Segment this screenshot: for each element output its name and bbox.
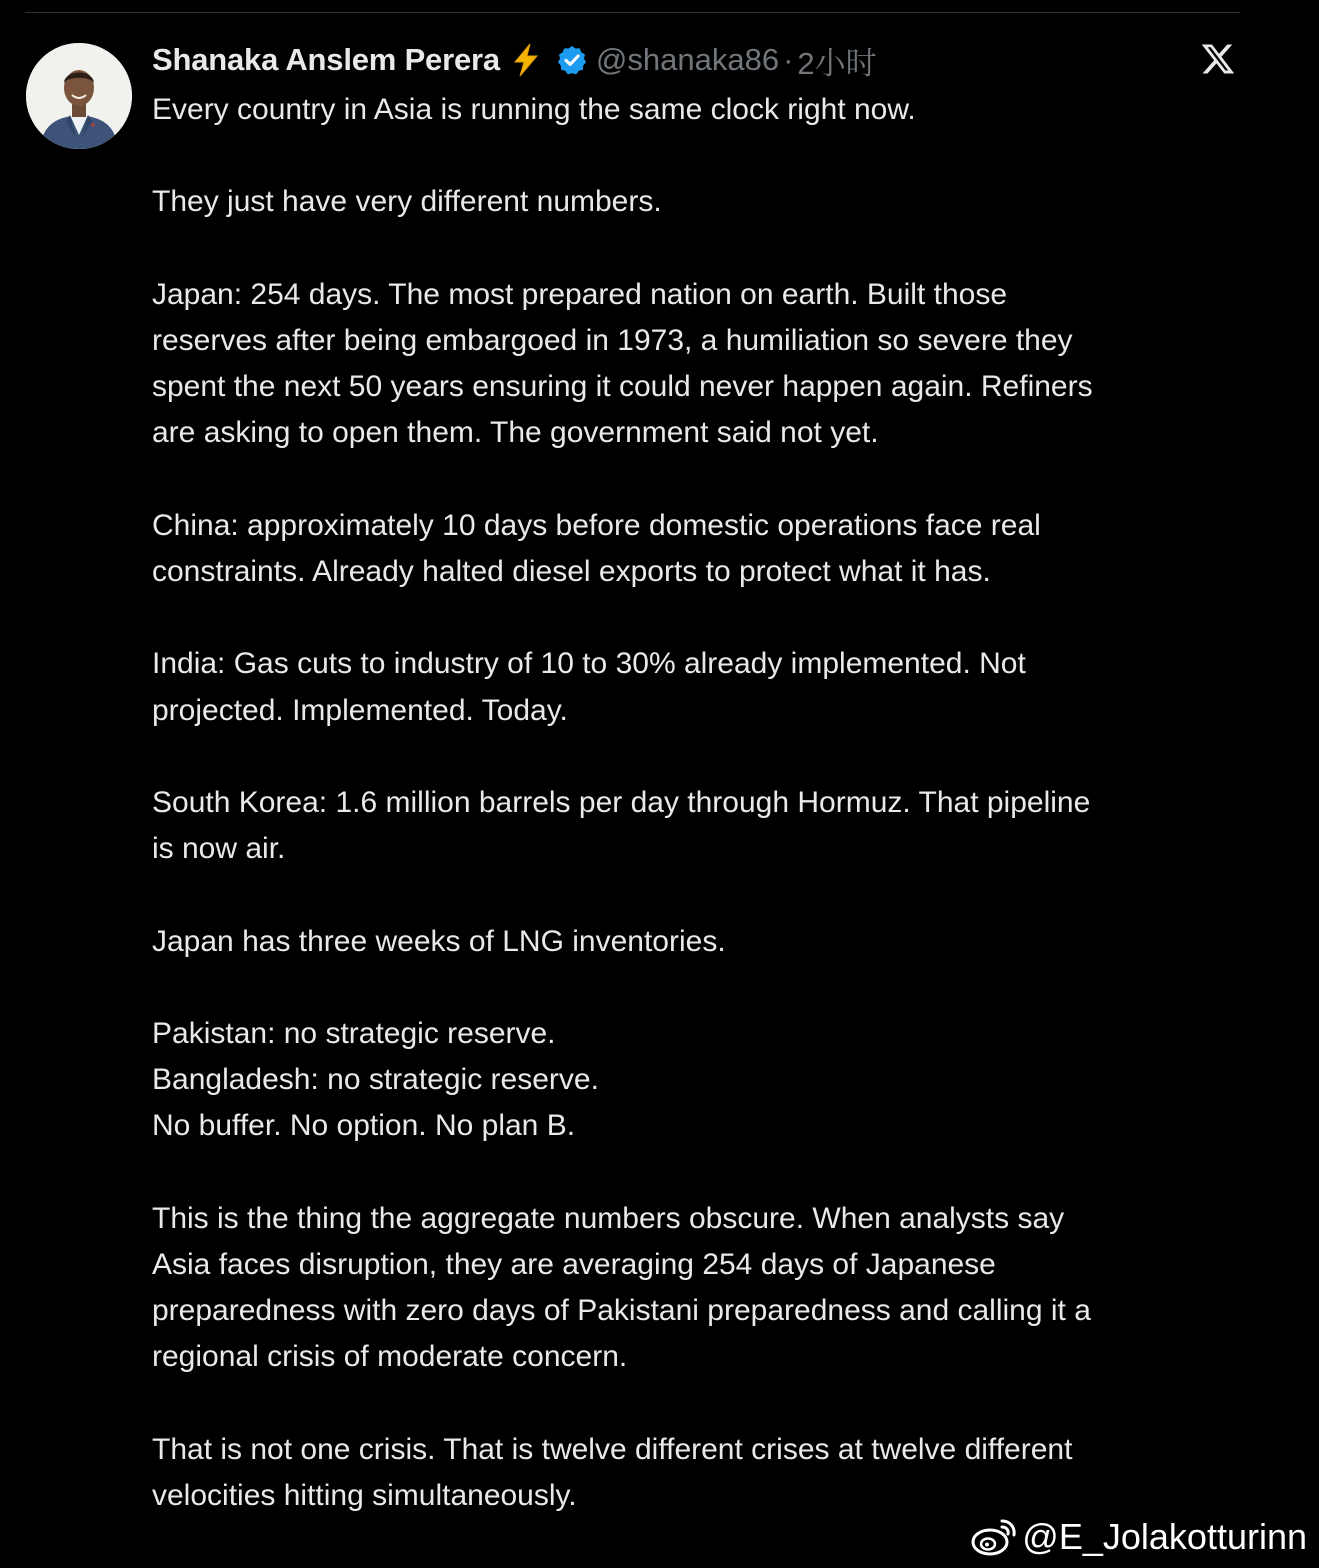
post-text-line: is now air. xyxy=(152,832,286,866)
post-text-line: Bangladesh: no strategic reserve. xyxy=(152,1063,599,1097)
lightning-icon xyxy=(510,43,542,77)
post-text-line: Pakistan: no strategic reserve. xyxy=(152,1016,556,1050)
post-text-line: They just have very different numbers. xyxy=(152,185,662,219)
author-display-name[interactable]: Shanaka Anslem Perera xyxy=(152,42,500,77)
post-paragraph xyxy=(152,503,1242,595)
post-paragraph xyxy=(152,87,1242,133)
post-text-line: preparedness with zero days of Pakistani preparedness and calling it a xyxy=(152,1294,1091,1328)
post-paragraph xyxy=(152,1196,1242,1381)
x-logo-icon[interactable] xyxy=(1200,41,1236,77)
top-divider xyxy=(25,12,1240,13)
post-header xyxy=(152,38,877,82)
post-text-line: regional crisis of moderate concern. xyxy=(152,1340,628,1374)
post-paragraph xyxy=(152,272,1242,457)
post-paragraph xyxy=(152,641,1242,733)
post-text-line: Japan has three weeks of LNG inventories. xyxy=(152,924,726,958)
verified-badge-icon[interactable] xyxy=(556,44,588,76)
post-paragraph xyxy=(152,919,1242,965)
avatar-portrait xyxy=(26,43,132,149)
post-text-line: That is not one crisis. That is twelve different crises at twelve different xyxy=(152,1432,1073,1466)
post-text-line: projected. Implemented. Today. xyxy=(152,693,568,727)
post-paragraph xyxy=(152,780,1242,872)
post-text-line: spent the next 50 years ensuring it could never happen again. Refiners xyxy=(152,370,1093,404)
post-text-line: No buffer. No option. No plan B. xyxy=(152,1109,576,1143)
post-text-line: South Korea: 1.6 million barrels per day through Hormuz. That pipeline xyxy=(152,785,1091,819)
post-text-line: Every country in Asia is running the same clock right now. xyxy=(152,93,916,126)
post-paragraph xyxy=(152,179,1242,225)
header-separator: · xyxy=(783,42,794,77)
post-paragraph xyxy=(152,1427,1242,1519)
post-timestamp[interactable]: 2小时 xyxy=(797,45,877,81)
post-text-line: Japan: 254 days. The most prepared nation on earth. Built those xyxy=(152,277,1007,311)
post-text-line: This is the thing the aggregate numbers obscure. When analysts say xyxy=(152,1201,1065,1235)
watermark xyxy=(970,1516,1307,1558)
post-paragraph xyxy=(152,1011,1242,1150)
post-text-line: are asking to open them. The government said not yet. xyxy=(152,416,879,450)
post-text-line: China: approximately 10 days before domestic operations face real xyxy=(152,508,1041,542)
author-avatar[interactable] xyxy=(26,43,132,149)
post-text-line: reserves after being embargoed in 1973, a humiliation so severe they xyxy=(152,323,1073,357)
post-text-line: velocities hitting simultaneously. xyxy=(152,1478,577,1512)
weibo-icon xyxy=(970,1517,1018,1557)
post-text-line: India: Gas cuts to industry of 10 to 30% already implemented. Not xyxy=(152,647,1026,681)
watermark-text: @E_Jolakotturinn xyxy=(1022,1516,1307,1557)
post-text-line: constraints. Already halted diesel exports to protect what it has. xyxy=(152,554,991,588)
post-body xyxy=(152,87,1242,1519)
post-text-line: Asia faces disruption, they are averaging 254 days of Japanese xyxy=(152,1247,996,1281)
author-handle[interactable]: @shanaka86 xyxy=(595,42,780,77)
